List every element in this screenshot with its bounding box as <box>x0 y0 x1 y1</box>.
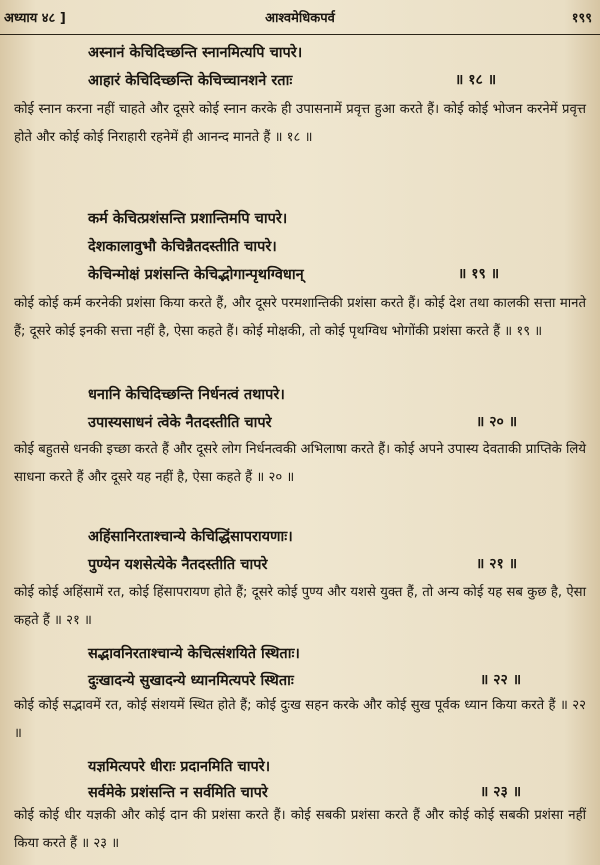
verse-line: अहिंसानिरताश्चान्ये केचिद्धिंसापरायणाः। <box>88 529 293 545</box>
verse-line: यज्ञमित्यपरे धीराः प्रदानमिति चापरे। <box>88 759 271 775</box>
verse-line: देशकालावुभौ केचिन्नैतदस्तीति चापरे। <box>88 239 277 255</box>
verse-line: कर्म केचित्प्रशंसन्ति प्रशान्तिमपि चापरे। <box>88 211 288 227</box>
page-number: १९९ <box>571 11 592 26</box>
translation: कोई कोई सद्भावमें रत, कोई संशयमें स्थित होते हैं; कोई दुःख सहन करके और कोई सुख पूर्वक ध्यान किया करते हैं ॥ २२ ॥ <box>14 698 586 741</box>
chapter-label: अध्याय ४८ ] <box>4 11 66 26</box>
translation: कोई कोई कर्म करनेकी प्रशंसा किया करते हैं, और दूसरे परमशान्तिकी प्रशंसा करते हैं। कोई देश तथा कालकी सत्ता मानते हैं; दूसरे कोई इनकी सत्ता नहीं है, ऐसा कहते हैं। कोई मोक्षकी, तो कोई पृथग्विध भोगोंकी प्रशंसा करते हैं ॥ १९ ॥ <box>14 296 586 339</box>
verse-line: केचिन्मोक्षं प्रशंसन्ति केचिद्भोगान्पृथग्विधान् <box>88 267 304 283</box>
verse-line: पुण्येन यशसेत्येके नैतदस्तीति चापरे <box>88 557 268 573</box>
verse-number: ॥ २२ ॥ <box>480 672 522 688</box>
verse-number: ॥ १९ ॥ <box>458 266 500 282</box>
page-header <box>0 0 600 35</box>
verse-line: उपास्यसाधनं त्वेके नैतदस्तीति चापरे <box>88 415 272 431</box>
translation: कोई कोई धीर यज्ञकी और कोई दान की प्रशंसा करते हैं। कोई सबकी प्रशंसा करते हैं और कोई कोई सबकी प्रशंसा नहीं किया करते हैं ॥ २३ ॥ <box>14 808 586 851</box>
translation: कोई स्नान करना नहीं चाहते और दूसरे कोई स्नान करके ही उपासनामें प्रवृत्त हुआ करते हैं। कोई कोई भोजन करनेमें प्रवृत्त होते और कोई कोई निराहारी रहनेमें ही आनन्द मानते हैं ॥ १८ ॥ <box>14 102 586 145</box>
verse-number: ॥ २३ ॥ <box>480 784 522 800</box>
verse-line: सर्वमेके प्रशंसन्ति न सर्वमिति चापरे <box>88 785 268 801</box>
verse-line: अस्नानं केचिदिच्छन्ति स्नानमित्यपि चापरे। <box>88 45 303 61</box>
verse-line: धनानि केचिदिच्छन्ति निर्धनत्वं तथापरे। <box>88 387 285 403</box>
verse-number: ॥ २१ ॥ <box>476 556 518 572</box>
verse-line: दुःखादन्ये सुखादन्ये ध्यानमित्यपरे स्थिताः <box>88 673 294 689</box>
verse-number: ॥ २० ॥ <box>476 414 518 430</box>
verse-line: सद्भावनिरताश्चान्ये केचित्संशयिते स्थिताः। <box>88 646 300 662</box>
translation: कोई कोई अहिंसामें रत, कोई हिंसापरायण होते हैं; दूसरे कोई पुण्य और यशसे युक्त हैं, तो अन्य कोई यह सब कुछ है, ऐसा कहते हैं ॥ २१ ॥ <box>14 585 586 628</box>
section-title: आश्वमेधिकपर्व <box>265 11 335 26</box>
verse-line: आहारं केचिदिच्छन्ति केचिच्चानशने रताः <box>88 73 293 89</box>
translation: कोई बहुतसे धनकी इच्छा करते हैं और दूसरे लोग निर्धनत्वकी अभिलाषा करते हैं। कोई अपने उपास्य देवताकी प्राप्तिके लिये साधना करते हैं और दूसरे यह नहीं है, ऐसा कहते हैं ॥ २० ॥ <box>14 442 586 485</box>
verse-number: ॥ १८ ॥ <box>455 72 497 88</box>
